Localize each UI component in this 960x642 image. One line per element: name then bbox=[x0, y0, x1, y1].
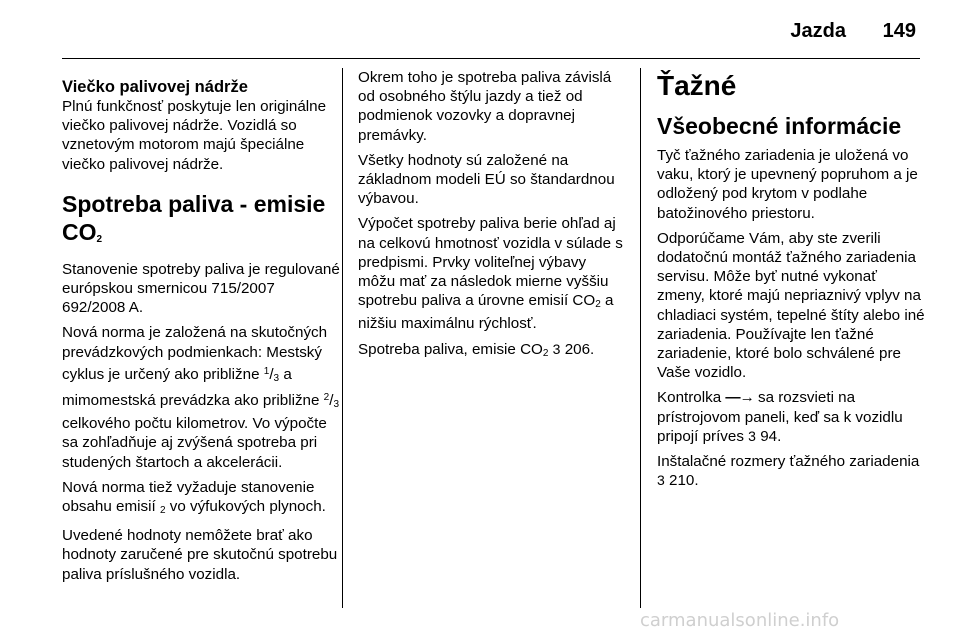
paragraph-driving-style: Okrem toho je spotreba paliva závislá od osobného štýlu jazdy a tiež od podmienok vozovky a dopravnej premávky. bbox=[358, 69, 612, 144]
paragraph-indicator[interactable]: Kontrolka —→ sa rozsvieti na prístrojovom paneli, keď sa k vozidlu pripojí príves 3 94. bbox=[657, 389, 903, 445]
heading-general-info: Všeobecné informácie bbox=[657, 113, 902, 139]
column-divider-1 bbox=[342, 68, 343, 608]
column-middle bbox=[358, 68, 626, 369]
paragraph-regulation: Stanovenie spotreby paliva je regulované európskou smernicou 715/2007 692/2008 A. bbox=[62, 260, 340, 317]
paragraph-tow-bar: Tyč ťažného zariadenia je uložená vo vaku, ktorý je upevnený popruhom a je odložený pod krytom v podlahe batožinového priestoru. bbox=[657, 147, 918, 222]
paragraph-emissions: Nová norma tiež vyžaduje stanovenie obsahu emisií $_2$ vo výfukových plynoch. bbox=[62, 478, 326, 517]
paragraph-base-model: Všetky hodnoty sú založené na základnom modeli EÚ so štandardnou výbavou. bbox=[358, 151, 615, 208]
paragraph-dimensions[interactable]: Inštalačné rozmery ťažného zariadenia 3 210. bbox=[657, 453, 920, 490]
page-number: 149 bbox=[882, 20, 916, 42]
page-header bbox=[0, 0, 960, 60]
heading-consumption: Spotreba paliva - emisie $CO_2$ bbox=[62, 190, 326, 245]
page-ref-icon: 3 bbox=[657, 472, 665, 489]
paragraph-norm-cycle: Nová norma je založená na skutočných prevádzkových podmienkach: Mestský cyklus je určený ako približne $^1/_3$ a mimomestská prevádzka ako približne $^2/_3$ celkového počtu kilometrov. Vo výpočte sa zohľadňuje aj zvýšená spotreba pri studených štartoch a akcelerácii. bbox=[62, 324, 340, 471]
header-divider bbox=[62, 58, 920, 59]
watermark: carmanualsonline.info bbox=[640, 610, 840, 631]
heading-towing: Ťažné bbox=[657, 70, 737, 101]
page-ref-icon: 3 bbox=[552, 340, 561, 357]
column-left bbox=[62, 68, 340, 590]
paragraph-disclaimer: Uvedené hodnoty nemôžete brať ako hodnoty zaručené pre skutočnú spotrebu paliva príslušného vozidla. bbox=[62, 527, 338, 583]
paragraph-retrofit: Odporúčame Vám, aby ste zverili dodatočnú montáž ťažného zariadenia servisu. Môže byť nutné vykonať zmeny, ktoré majú nepriaznivý vplyv na chladiaci systém, tepelné štíty alebo iné zariadenia. Používajte len ťažné zariadenie, ktoré bolo schválené pre Vaše vozidlo. bbox=[657, 229, 925, 382]
paragraph-weight: Výpočet spotreby paliva berie ohľad aj na celkovú hmotnosť vozidla v súlade s predpismi. Prvky voliteľnej výbavy môžu mať za následok mierne vyššiu spotrebu paliva a úrovne emisií $CO_2$ a nižšiu maximálnu rýchlosť. bbox=[358, 215, 623, 333]
paragraph-fuel-cap: Plnú funkčnosť poskytuje len originálne viečko palivovej nádrže. Vozidlá so vznetovým motorom majú špeciálne viečko palivovej nádrže. bbox=[62, 98, 327, 173]
section-title: Jazda bbox=[790, 20, 846, 42]
heading-fuel-cap: Viečko palivovej nádrže bbox=[62, 78, 248, 96]
trailer-indicator-icon: —→ bbox=[725, 389, 754, 407]
column-right bbox=[657, 68, 925, 496]
page-ref-icon: 3 bbox=[748, 427, 756, 444]
column-divider-2 bbox=[640, 68, 641, 608]
paragraph-consumption-ref[interactable]: Spotreba paliva, emisie $CO_2$ 3 206. bbox=[358, 340, 595, 359]
